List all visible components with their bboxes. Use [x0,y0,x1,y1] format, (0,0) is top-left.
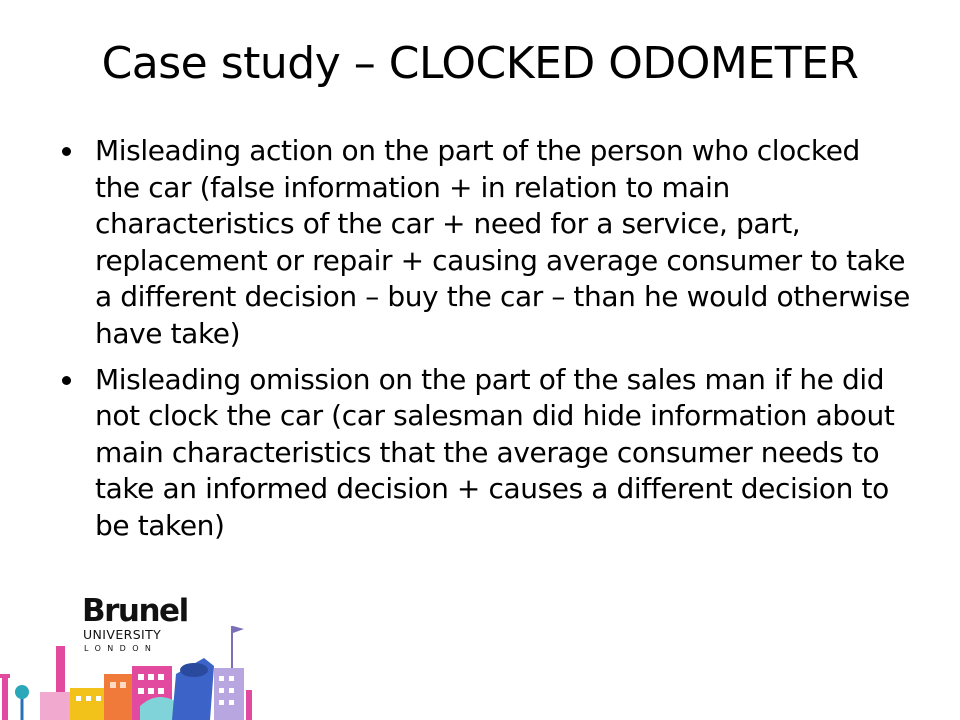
bullet-dot [62,147,71,156]
bullet-text-2: Misleading omission on the part of the sales man if he did not clock the car (car salesman did hide information about main characteristics that the average consumer needs to take an informed decision + causes a different decision to be taken) [95,362,895,542]
bullet-list [62,133,912,554]
bullet-text-1: Misleading action on the part of the person who clocked the car (false information + in relation to main characteristics of the car + need for a service, part, replacement or repair + causing average consumer to take a different decision – buy the car – than he would otherwise have take) [95,134,910,350]
skyline-illustration [0,593,260,720]
bullet-item-1 [62,133,912,353]
logo-london: LONDON [84,644,158,653]
bullet-dot [62,376,71,385]
logo-university: UNIVERSITY [83,627,162,642]
brunel-logo [0,593,260,720]
bullet-item-2 [62,362,912,545]
slide-title: Case study – CLOCKED ODOMETER [101,38,859,89]
logo-wordmark: Brunel [82,593,188,629]
